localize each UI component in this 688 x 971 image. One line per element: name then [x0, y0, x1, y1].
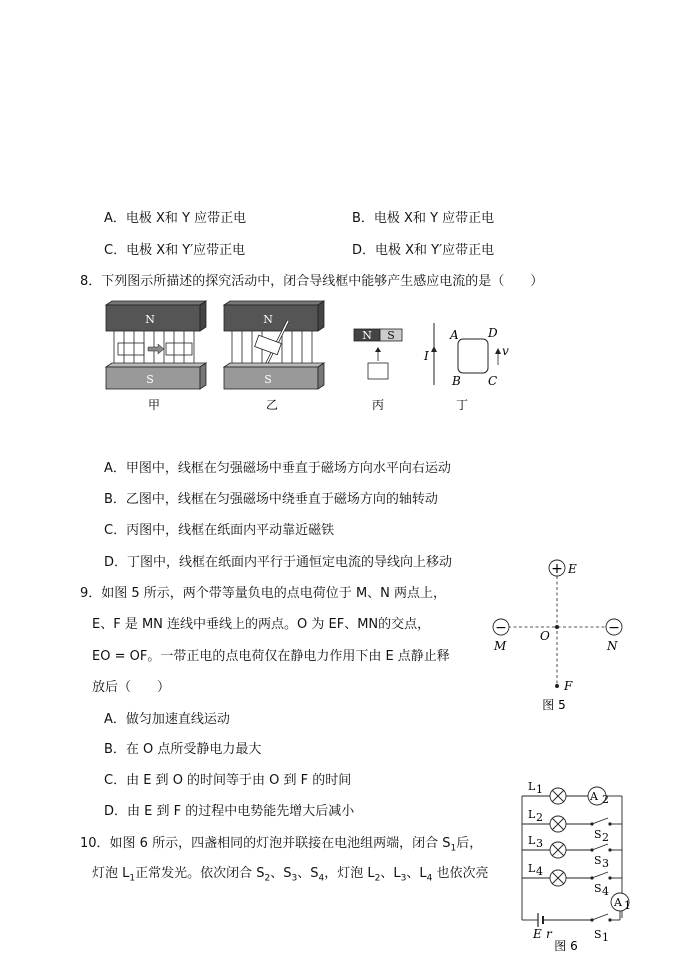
- q7-option-c: C．电极 X和 Y′应带正电: [104, 243, 246, 258]
- q8-option-d: D．丁图中，线框在纸面内平行于通恒定电流的导线向上移动: [104, 555, 453, 570]
- svg-text:A: A: [590, 790, 598, 803]
- q8-figures: [100, 297, 520, 417]
- figure-5: [488, 556, 628, 716]
- svg-text:L: L: [528, 808, 536, 821]
- svg-text:O: O: [540, 629, 550, 643]
- svg-text:S: S: [594, 928, 602, 941]
- svg-text:S: S: [594, 882, 602, 895]
- svg-text:L: L: [528, 834, 536, 847]
- svg-text:A: A: [450, 328, 459, 342]
- svg-text:2: 2: [536, 811, 543, 824]
- svg-text:1: 1: [602, 931, 609, 944]
- q7-option-d: D．电极 X和 Y′应带正电: [352, 243, 495, 258]
- q7-option-a: A．电极 X和 Y 应带正电: [104, 211, 247, 226]
- svg-text:I: I: [424, 349, 429, 363]
- svg-text:B: B: [452, 374, 461, 388]
- label-ding: 丁: [455, 398, 469, 412]
- figure-yi: [224, 301, 324, 389]
- q9-stem-line-2: E、F 是 MN 连线中垂线上的两点。O 为 EF、MN的交点，: [92, 617, 431, 632]
- svg-text:2: 2: [602, 831, 609, 844]
- q8-option-c: C．丙图中，线框在纸面内平动靠近磁铁: [104, 523, 335, 538]
- q7-option-b: B．电极 X和 Y 应带正电: [352, 211, 495, 226]
- figure-jia: [106, 301, 206, 389]
- bar-magnet-n: N: [362, 329, 372, 342]
- figure-ding: [423, 323, 509, 388]
- q8-option-a: A．甲图中，线框在匀强磁场中垂直于磁场方向水平向右运动: [104, 461, 451, 476]
- svg-text:1: 1: [536, 783, 543, 796]
- figure-5-caption: 图 5: [542, 698, 566, 712]
- svg-text:v: v: [502, 344, 509, 358]
- figure-6-caption: 图 6: [554, 939, 578, 953]
- q9-stem-line-4: 放后（ ）: [92, 680, 171, 695]
- svg-text:L: L: [528, 780, 536, 793]
- q8-stem: 8．下列图示所描述的探究活动中，闭合导线框中能够产生感应电流的是（ ）: [80, 274, 544, 289]
- q8-option-b: B．乙图中，线框在匀强磁场中绕垂直于磁场方向的轴转动: [104, 492, 438, 507]
- svg-text:−: −: [495, 620, 507, 636]
- label-bing: 丙: [371, 398, 385, 412]
- q9-stem-line-3: EO = OF。一带正电的点电荷仅在静电力作用下由 E 点静止释: [92, 649, 450, 664]
- svg-text:1: 1: [624, 899, 631, 912]
- q10-stem-line-1: 10．如图 6 所示，四盏相同的灯泡并联接在电池组两端，闭合 $S_1$后，: [80, 836, 483, 854]
- svg-text:E: E: [533, 927, 542, 941]
- svg-text:L: L: [528, 862, 536, 875]
- q9-option-c: C．由 E 到 O 的时间等于由 O 到 F 的时间: [104, 773, 352, 788]
- svg-text:2: 2: [602, 793, 609, 806]
- svg-text:4: 4: [536, 865, 543, 878]
- svg-text:r: r: [546, 927, 552, 941]
- magnet-n-label: N: [145, 313, 155, 326]
- svg-text:E: E: [568, 562, 577, 576]
- label-yi: 乙: [265, 398, 279, 412]
- svg-text:S: S: [594, 854, 602, 867]
- svg-text:S: S: [594, 828, 602, 841]
- magnet-n-label: N: [263, 313, 273, 326]
- svg-text:−: −: [608, 620, 620, 636]
- svg-text:3: 3: [536, 837, 543, 850]
- figure-6: [516, 778, 636, 968]
- magnet-s-label: S: [146, 373, 154, 386]
- svg-text:A: A: [614, 896, 622, 909]
- q9-option-b: B．在 O 点所受静电力最大: [104, 742, 262, 757]
- svg-text:4: 4: [602, 885, 609, 898]
- label-jia: 甲: [147, 398, 161, 412]
- svg-text:3: 3: [602, 857, 609, 870]
- magnet-s-label: S: [264, 373, 272, 386]
- q10-stem-line-2: 灯泡 $L_1$正常发光。依次闭合 $S_2$、$S_3$、$S_4$，灯泡 $L_2$、$L_3$、$L_4$ 也依次亮: [92, 866, 489, 884]
- bar-magnet-s: S: [387, 329, 395, 342]
- q9-option-d: D．由 E 到 F 的过程中电势能先增大后减小: [104, 804, 355, 819]
- svg-text:D: D: [488, 326, 498, 340]
- svg-text:N: N: [607, 639, 618, 653]
- svg-text:M: M: [494, 639, 507, 653]
- q9-stem-line-1: 9．如图 5 所示，两个带等量负电的点电荷位于 M、N 两点上，: [80, 586, 447, 601]
- svg-text:+: +: [551, 561, 563, 577]
- q9-option-a: A．做匀加速直线运动: [104, 712, 230, 727]
- svg-text:F: F: [564, 679, 573, 693]
- svg-text:C: C: [488, 374, 498, 388]
- figure-bing: [354, 329, 402, 379]
